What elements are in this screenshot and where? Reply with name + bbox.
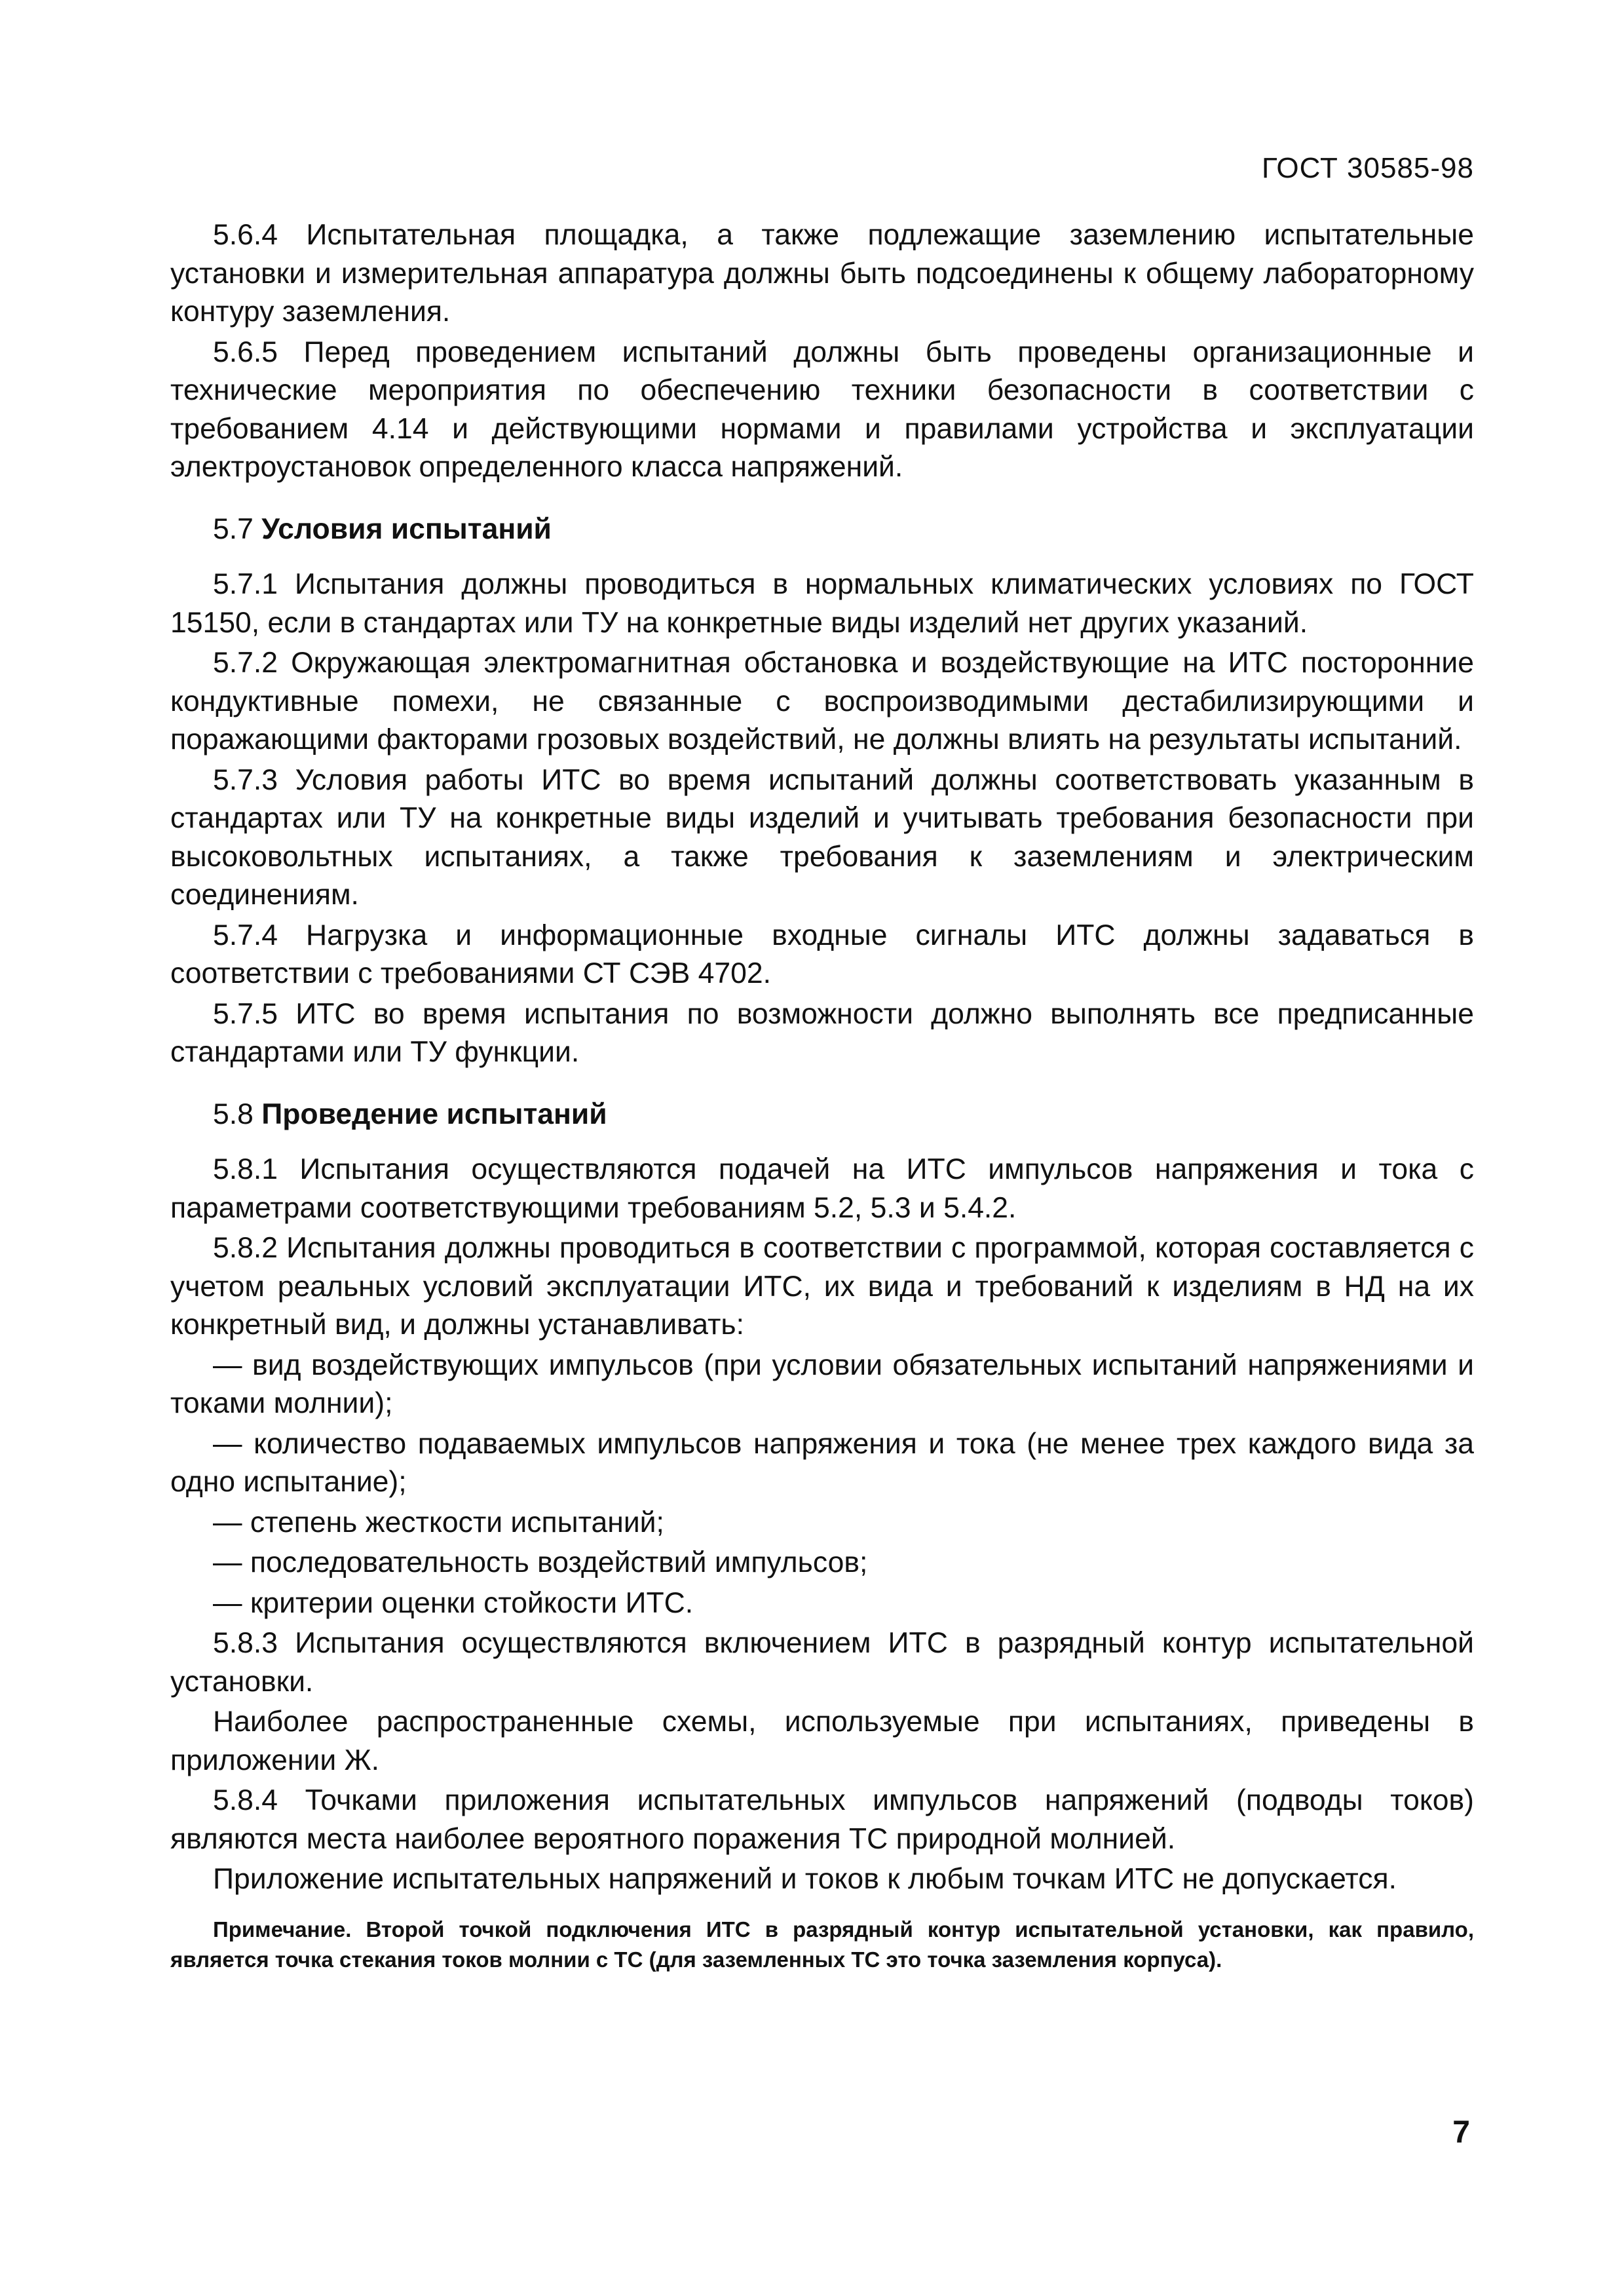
paragraph-5-8-3-continued: Наиболее распространенные схемы, используемые при испытаниях, приведены в приложении Ж. bbox=[170, 1706, 1474, 1776]
list-item: — критерии оценки стойкости ИТС. bbox=[213, 1586, 694, 1619]
paragraph-5-6-5: 5.6.5 Перед проведением испытаний должны быть проведены организационные и технические мероприятия по обеспечению техники безопасности в соответствии с требованием 4.14 и действующими нормами и правилами устройства и эксплуатации электроустановок определенного класса напряжений. bbox=[170, 335, 1474, 483]
paragraph-5-7-2: 5.7.2 Окружающая электромагнитная обстановка и воздействующие на ИТС посторонние кондуктивные помехи, не связанные с воспроизводимыми дестабилизирующими и поражающими факторами грозовых воздействий, не должны влиять на результаты испытаний. bbox=[170, 647, 1474, 756]
section-number: 5.7 bbox=[213, 512, 254, 545]
page-number: 7 bbox=[1452, 2115, 1470, 2150]
document-code: ГОСТ 30585-98 bbox=[1262, 152, 1474, 184]
list-item: — последовательность воздействий импульсов; bbox=[213, 1546, 868, 1578]
paragraph-5-7-1: 5.7.1 Испытания должны проводиться в нормальных климатических условиях по ГОСТ 15150, если в стандартах или ТУ на конкретные виды изделий нет других указаний. bbox=[170, 568, 1474, 639]
note-text: Второй точкой подключения ИТС в разрядный контур испытательной установки, как правило, является точка стекания токов молнии с ТС (для заземленных ТС это точка заземления корпуса). bbox=[170, 1917, 1474, 1972]
paragraph-5-8-2: 5.8.2 Испытания должны проводиться в соответствии с программой, которая составляется с учетом реальных условий эксплуатации ИТС, их вида и требований к изделиям в НД на их конкретный вид, и должны устанавливать: bbox=[170, 1232, 1474, 1341]
paragraph-5-8-3: 5.8.3 Испытания осуществляются включением ИТС в разрядный контур испытательной установки. bbox=[170, 1627, 1474, 1698]
section-title: Условия испытаний bbox=[261, 512, 552, 545]
list-item: — количество подаваемых импульсов напряжения и тока (не менее трех каждого вида за одно испытание); bbox=[170, 1427, 1474, 1498]
paragraph-5-8-1: 5.8.1 Испытания осуществляются подачей на ИТС импульсов напряжения и тока с параметрами соответствующими требованиям 5.2, 5.3 и 5.4.2. bbox=[170, 1153, 1474, 1224]
list-item: — степень жесткости испытаний; bbox=[213, 1506, 664, 1539]
section-heading-5-7 bbox=[170, 510, 1474, 549]
paragraph-5-8-4: 5.8.4 Точками приложения испытательных импульсов напряжений (подводы токов) являются места наиболее вероятного поражения ТС природной молнией. bbox=[170, 1784, 1474, 1855]
section-title: Проведение испытаний bbox=[261, 1098, 607, 1130]
note-label: Примечание. bbox=[213, 1917, 352, 1942]
section-heading-5-8 bbox=[170, 1096, 1474, 1134]
paragraph-5-8-4-continued: Приложение испытательных напряжений и токов к любым точкам ИТС не допускается. bbox=[213, 1863, 1397, 1895]
document-body bbox=[170, 216, 1474, 1975]
section-number: 5.8 bbox=[213, 1098, 254, 1130]
list-item: — вид воздействующих импульсов (при условии обязательных испытаний напряжениями и токами молнии); bbox=[170, 1349, 1474, 1419]
paragraph-5-6-4: 5.6.4 Испытательная площадка, а также подлежащие заземлению испытательные установки и измерительная аппаратура должны быть подсоединены к общему лабораторному контуру заземления. bbox=[170, 219, 1474, 328]
note-block bbox=[170, 1915, 1474, 1975]
paragraph-5-7-3: 5.7.3 Условия работы ИТС во время испытаний должны соответствовать указанным в стандартах или ТУ на конкретные виды изделий и учитывать требования безопасности при высоковольтных испытаниях, а также требования к заземлениям и электрическим соединениям. bbox=[170, 763, 1474, 911]
paragraph-5-7-4: 5.7.4 Нагрузка и информационные входные сигналы ИТС должны задаваться в соответствии с требованиями СТ СЭВ 4702. bbox=[170, 919, 1474, 989]
paragraph-5-7-5: 5.7.5 ИТС во время испытания по возможности должно выполнять все предписанные стандартами или ТУ функции. bbox=[170, 997, 1474, 1068]
